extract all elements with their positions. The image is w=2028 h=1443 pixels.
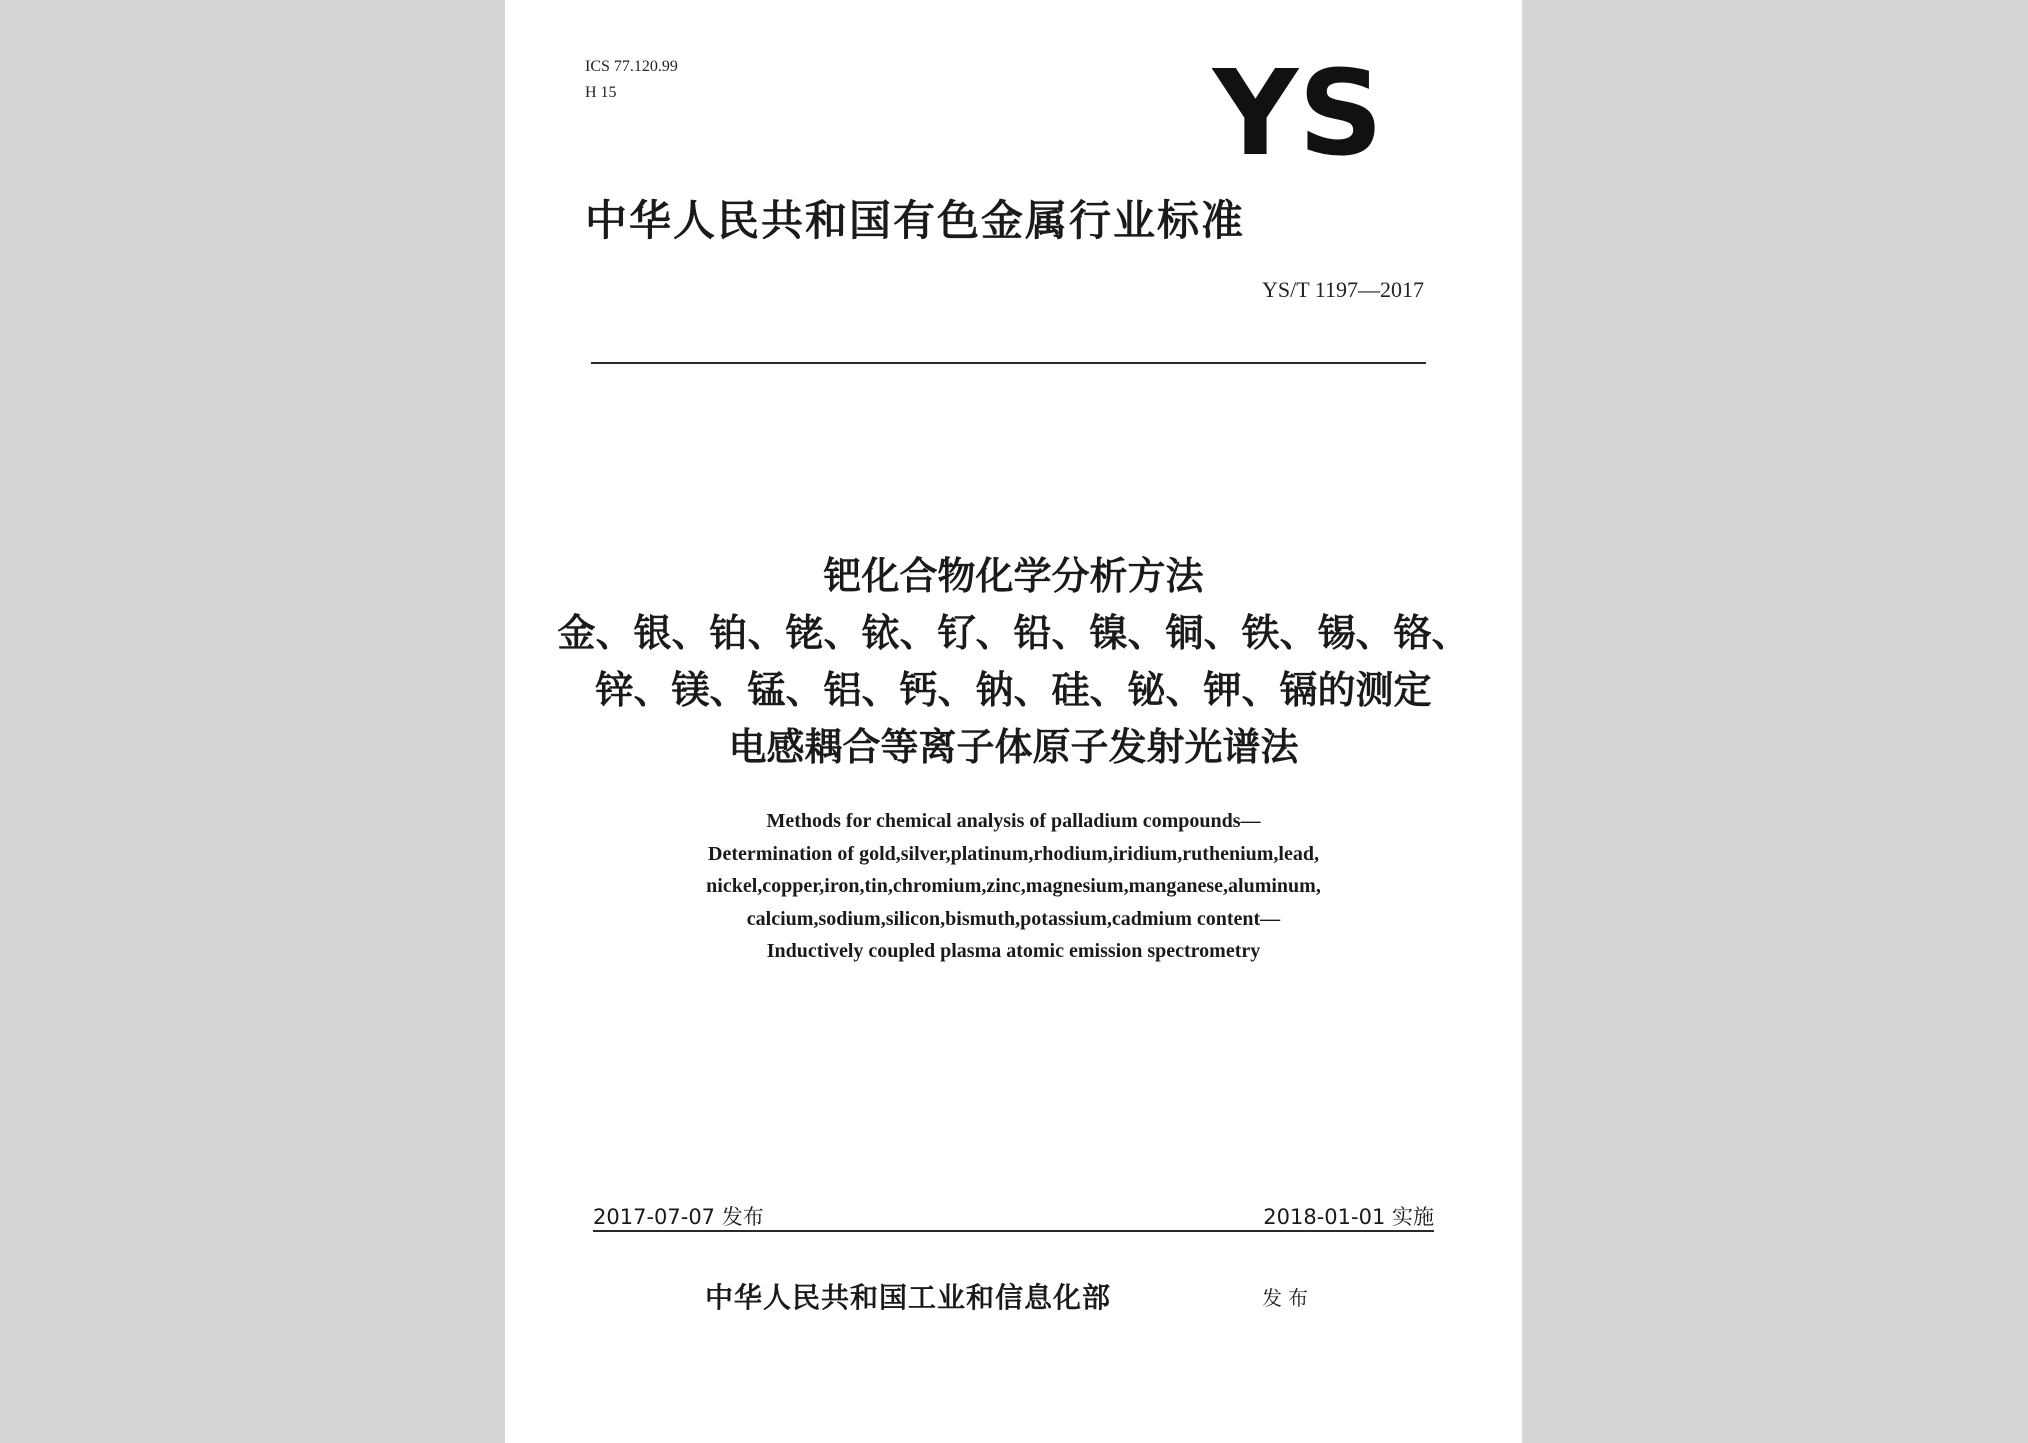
issue-date: 2017-07-07 发布 <box>593 1205 764 1229</box>
ys-logo-text: YS <box>1212 56 1384 166</box>
document-page <box>505 0 1522 1443</box>
chinese-title-line: 金、银、铂、铑、铱、钌、铅、镍、铜、铁、锡、铬、 <box>557 611 1470 655</box>
ics-code: ICS 77.120.99 <box>585 58 678 75</box>
standard-number: YS/T 1197—2017 <box>1262 277 1424 302</box>
footer-divider <box>593 1230 1434 1232</box>
implementation-date: 2018-01-01 实施 <box>1263 1205 1434 1229</box>
header-divider <box>591 362 1426 364</box>
issuing-authority: 中华人民共和国工业和信息化部 <box>705 1281 1112 1314</box>
english-title-line: Determination of gold,silver,platinum,rhodium,iridium,ruthenium,lead, <box>708 842 1319 865</box>
english-title-line: nickel,copper,iron,tin,chromium,zinc,magnesium,manganese,aluminum, <box>706 875 1321 897</box>
ys-logo <box>1198 56 1398 166</box>
chinese-title <box>505 548 1522 776</box>
standard-category: 中华人民共和国有色金属行业标准 <box>585 196 1246 245</box>
ys-logo-graphic <box>1198 56 1398 166</box>
english-title-line: Inductively coupled plasma atomic emission spectrometry <box>766 940 1261 962</box>
ccs-code: H 15 <box>585 84 617 101</box>
issuing-authority-suffix: 发布 <box>1262 1286 1314 1310</box>
english-title <box>505 805 1522 968</box>
english-title-line: Methods for chemical analysis of palladium compounds— <box>766 810 1261 832</box>
chinese-title-line: 电感耦合等离子体原子发射光谱法 <box>728 725 1299 769</box>
chinese-title-line: 钯化合物化学分析方法 <box>823 554 1204 598</box>
chinese-title-line: 锌、镁、锰、铝、钙、钠、硅、铋、钾、镉的测定 <box>595 668 1432 712</box>
english-title-line: calcium,sodium,silicon,bismuth,potassium,cadmium content— <box>746 907 1281 930</box>
classification-codes <box>585 54 678 106</box>
